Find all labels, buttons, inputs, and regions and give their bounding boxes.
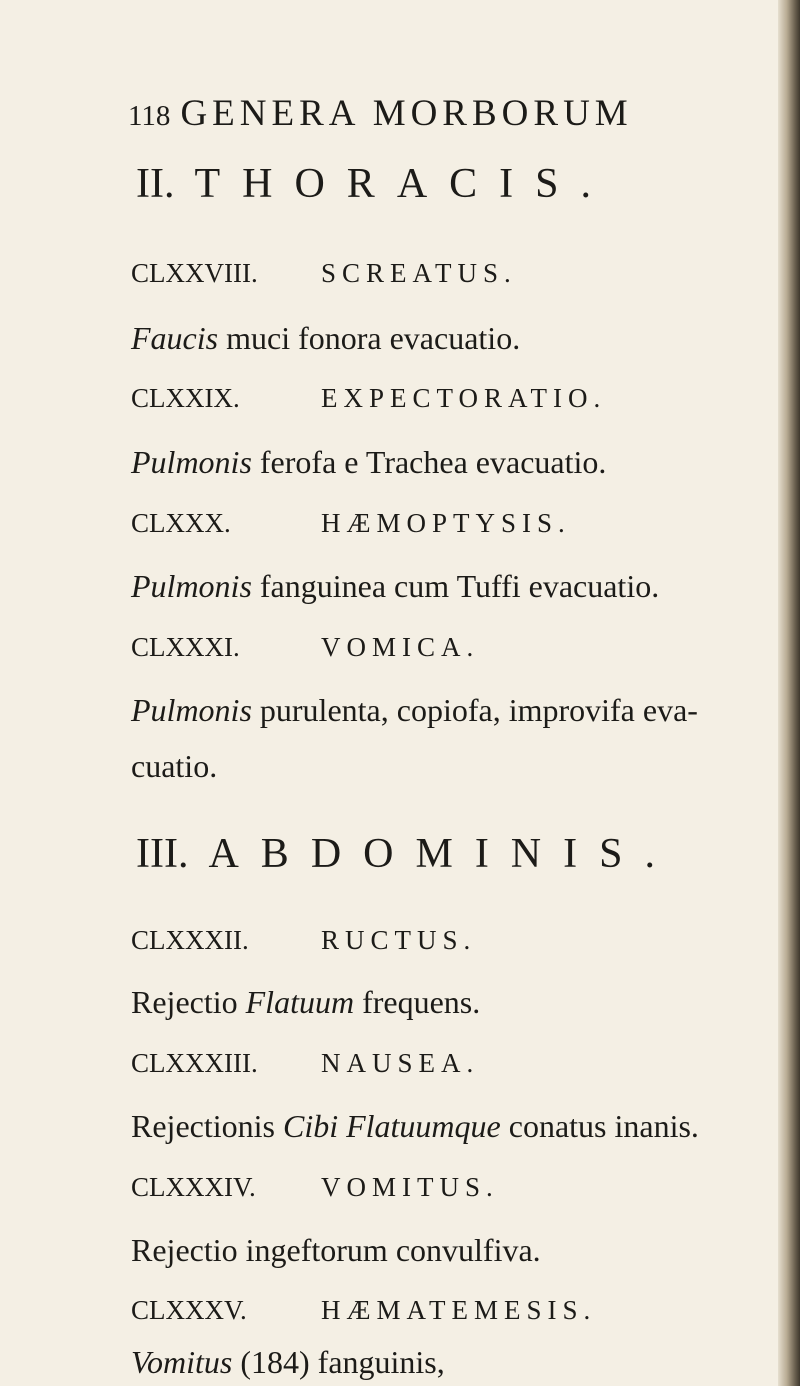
entry-heading <box>131 1295 596 1326</box>
entry-definition <box>131 984 480 1021</box>
entry-definition-continued <box>131 748 217 785</box>
definition-italic: Vomitus <box>131 1344 233 1380</box>
running-header <box>128 92 633 135</box>
section-numeral: II. <box>136 161 175 207</box>
definition-text: conatus inanis. <box>500 1108 699 1144</box>
definition-italic: Faucis <box>131 320 219 356</box>
entry-name: RUCTUS. <box>321 925 477 955</box>
running-title: GENERA MORBORUM <box>180 93 633 134</box>
definition-italic: Cibi Flatuumque <box>282 1108 501 1144</box>
entry-definition <box>131 444 606 481</box>
definition-text: Rejectio <box>131 984 246 1020</box>
entry-name: NAUSEA. <box>321 1048 480 1078</box>
entry-definition <box>131 568 659 605</box>
definition-text: Rejectio ingeftorum convulfiva. <box>131 1232 541 1268</box>
entry-heading <box>131 508 571 539</box>
entry-name: HÆMOPTYSIS. <box>321 508 571 538</box>
entry-heading <box>131 925 476 956</box>
definition-text: purulenta, copiofa, improvifa eva- <box>251 692 698 728</box>
entry-code: CLXXXIV. <box>131 1172 256 1202</box>
entry-name: SCREATUS. <box>321 258 517 288</box>
entry-code: CLXXXV. <box>131 1295 247 1325</box>
entry-heading <box>131 632 479 663</box>
definition-italic: Pulmonis <box>131 568 252 604</box>
entry-heading <box>131 1172 499 1203</box>
page-edge-shadow <box>778 0 800 1386</box>
section-title: ABDOMINIS. <box>208 831 677 877</box>
section-heading-abdominis <box>136 830 677 878</box>
entry-definition <box>131 692 698 729</box>
entry-name: EXPECTORATIO. <box>321 383 607 413</box>
definition-text: ferofa e Trachea evacuatio. <box>251 444 607 480</box>
definition-text: fanguinea cum Tuffi evacuatio. <box>251 568 660 604</box>
entry-name: HÆMATEMESIS. <box>321 1295 597 1325</box>
entry-code: CLXXIX. <box>131 383 240 413</box>
entry-code: CLXXXII. <box>131 925 249 955</box>
entry-definition <box>131 1344 445 1381</box>
definition-italic: Flatuum <box>245 984 355 1020</box>
definition-italic: Pulmonis <box>131 692 252 728</box>
entry-name: VOMICA. <box>321 632 480 662</box>
entry-definition <box>131 320 520 357</box>
entry-definition <box>131 1108 699 1145</box>
entry-heading <box>131 383 606 414</box>
page-number: 118 <box>128 100 171 132</box>
entry-definition <box>131 1232 541 1269</box>
entry-heading <box>131 1048 479 1079</box>
entry-heading <box>131 258 517 289</box>
definition-text: (184) fanguinis, <box>232 1344 445 1380</box>
definition-text: Rejectionis <box>131 1108 283 1144</box>
definition-text: frequens. <box>354 984 481 1020</box>
definition-italic: Pulmonis <box>131 444 252 480</box>
definition-text: cuatio. <box>131 748 218 784</box>
definition-text: muci fonora evacuatio. <box>218 320 521 356</box>
section-title: THORACIS. <box>194 161 614 207</box>
entry-code: CLXXXI. <box>131 632 240 662</box>
entry-code: CLXXXIII. <box>131 1048 258 1078</box>
section-numeral: III. <box>136 831 189 877</box>
section-heading-thoracis <box>136 160 613 208</box>
entry-code: CLXXX. <box>131 508 231 538</box>
entry-code: CLXXVIII. <box>131 258 258 288</box>
entry-name: VOMITUS. <box>321 1172 499 1202</box>
